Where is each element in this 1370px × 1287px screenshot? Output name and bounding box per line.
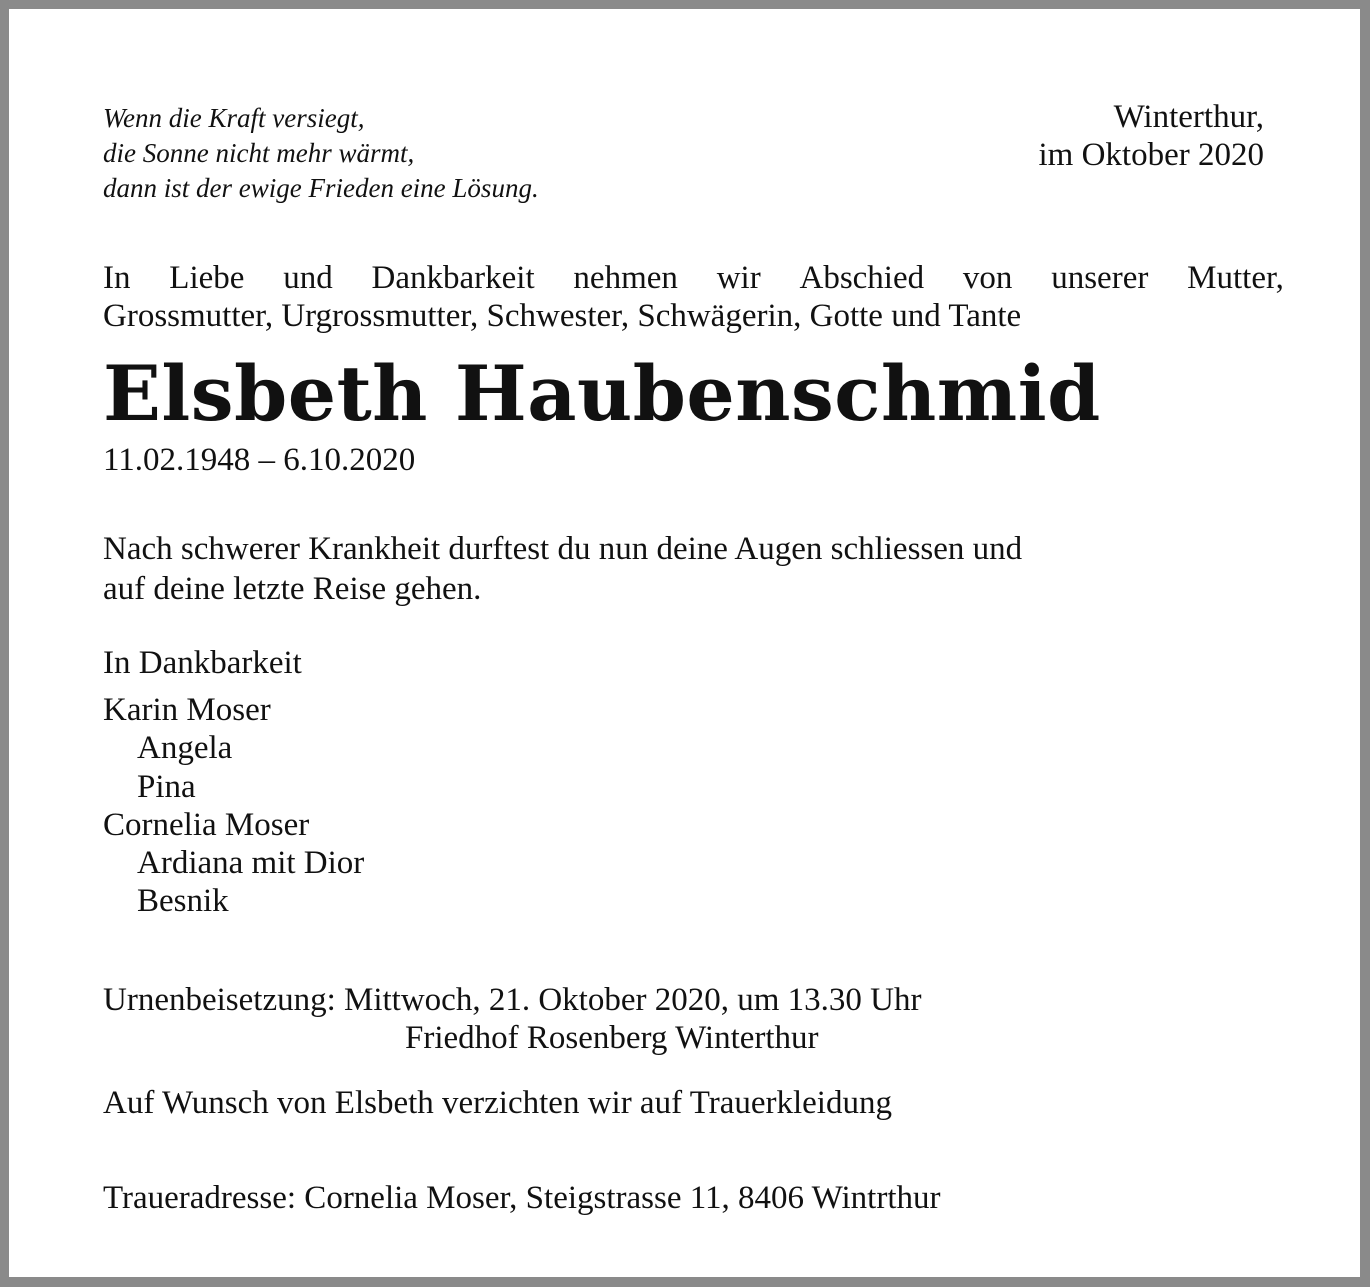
place-date: [1039, 98, 1264, 174]
intro-line-2: Grossmutter, Urgrossmutter, Schwester, Schwägerin, Gotte und Tante: [103, 298, 1022, 334]
poem: [103, 101, 539, 206]
intro-word: von: [962, 260, 1013, 296]
intro-word: unserer: [1051, 260, 1149, 296]
deceased-name: Elsbeth Haubenschmid: [103, 349, 1101, 438]
life-dates: 11.02.1948 – 6.10.2020: [103, 442, 416, 478]
family-member-child: Angela: [137, 730, 233, 767]
intro-word: Liebe: [169, 260, 245, 296]
family-member: Karin Moser: [103, 692, 271, 728]
dress-code-note: Auf Wunsch von Elsbeth verzichten wir auf Trauerkleidung: [103, 1085, 892, 1121]
family-member: Cornelia Moser: [103, 806, 310, 843]
intro-word: Dankbarkeit: [371, 260, 535, 296]
intro-word: In: [103, 260, 131, 296]
poem-line: dann ist der ewige Frieden eine Lösung.: [103, 173, 539, 203]
intro-word: und: [283, 260, 333, 296]
intro-word: Abschied: [799, 260, 925, 296]
burial-info: [103, 981, 921, 1057]
message-line: auf deine letzte Reise gehen.: [103, 571, 482, 607]
mourning-address: Traueradresse: Cornelia Moser, Steigstrasse 11, 8406 Wintrthur: [103, 1180, 941, 1216]
family-member-child: Ardiana mit Dior: [137, 845, 365, 882]
farewell-message: [103, 529, 1022, 609]
family-member-child: Pina: [137, 768, 196, 805]
place-city: Winterthur,: [1113, 99, 1264, 135]
place-month: im Oktober 2020: [1038, 137, 1264, 173]
intro-text: [103, 259, 1284, 335]
poem-line: die Sonne nicht mehr wärmt,: [103, 138, 415, 168]
intro-word: wir: [716, 260, 761, 296]
poem-line: Wenn die Kraft versiegt,: [103, 103, 365, 133]
intro-line-1: [103, 259, 1284, 297]
thanks-heading: In Dankbarkeit: [103, 645, 302, 681]
message-line: Nach schwerer Krankheit durftest du nun deine Augen schliessen und: [103, 531, 1023, 567]
burial-location-line: Friedhof Rosenberg Winterthur: [405, 1020, 819, 1056]
burial-date-line: Urnenbeisetzung: Mittwoch, 21. Oktober 2020, um 13.30 Uhr: [103, 982, 922, 1018]
intro-word: nehmen: [573, 260, 678, 296]
family-member-child: Besnik: [137, 883, 229, 920]
family-list: [103, 691, 364, 921]
intro-word: Mutter,: [1187, 260, 1284, 296]
